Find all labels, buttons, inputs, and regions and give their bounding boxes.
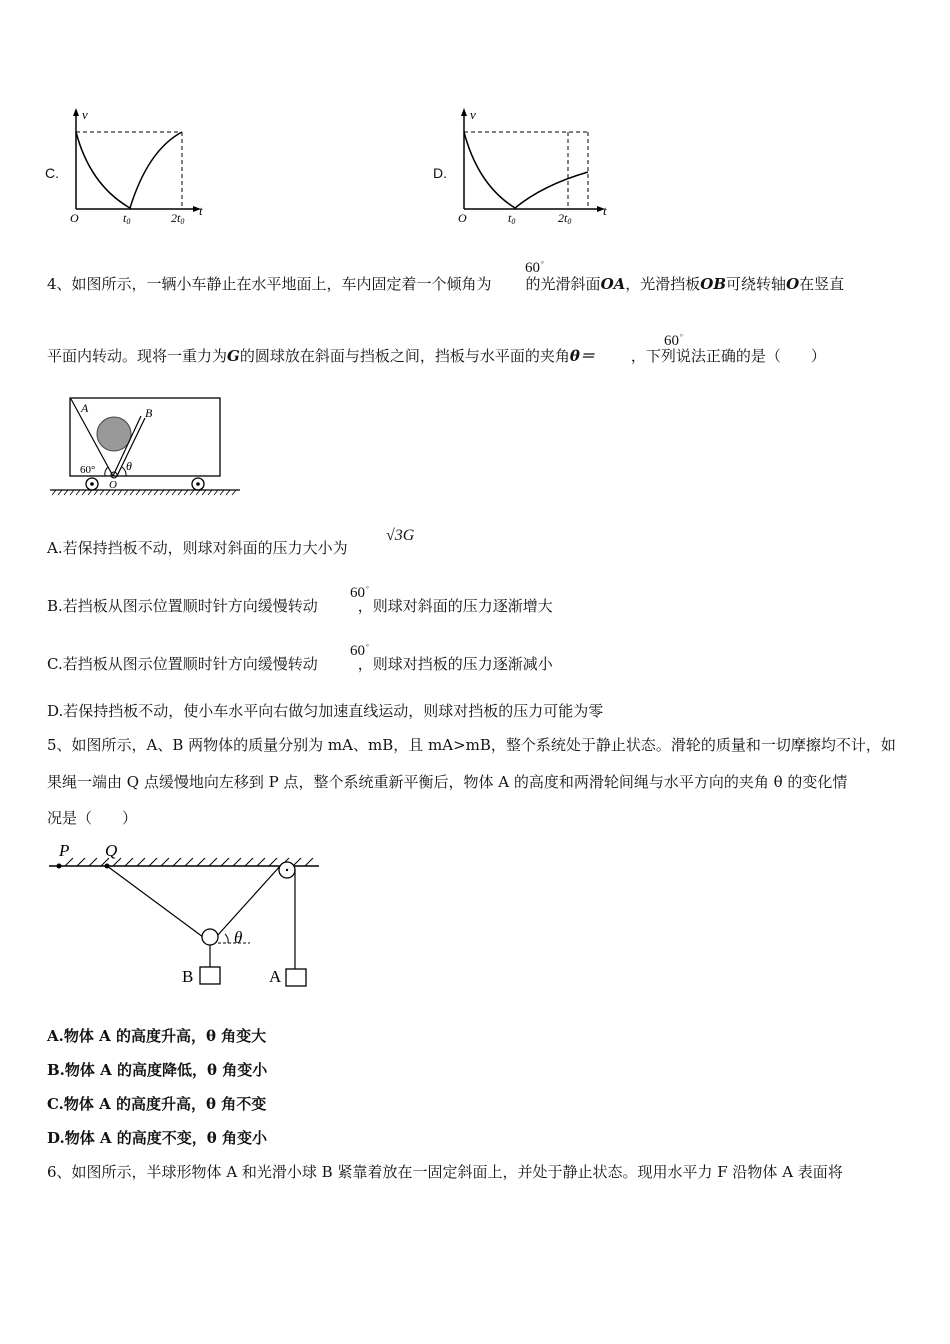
angle-60-arc (105, 467, 108, 476)
q4-option-d: D.若保持挡板不动，使小车水平向右做匀加速直线运动，则球对挡板的压力可能为零 (47, 702, 604, 720)
graph-c (60, 105, 210, 225)
q5-line-2: 果绳一端由 Q 点缓慢地向左移到 P 点，整个系统重新平衡后，物体 A 的高度和两滑轮间绳与水平方向的夹角 θ 的变化情 (47, 773, 848, 791)
rope-middle (217, 865, 281, 936)
label-theta: θ (126, 459, 132, 473)
q5-pulley-figure (45, 838, 325, 993)
q5-option-b: B.物体 A 的高度降低，θ 角变小 (47, 1061, 268, 1079)
label-a: A (269, 967, 282, 986)
label-o: O (109, 479, 117, 491)
graph-c-t0: t0 (123, 211, 131, 225)
label-theta: θ (234, 928, 243, 947)
graph-d (448, 105, 618, 225)
label-p: P (59, 841, 70, 860)
wheel-left-hub (90, 482, 94, 486)
graph-d-v-label: v (470, 107, 476, 122)
graph-d-t0: t0 (508, 211, 516, 225)
q4-option-a: A.若保持挡板不动，则球对斜面的压力大小为 (47, 539, 348, 557)
label-angle-60: 60° (80, 464, 96, 476)
block-a (286, 969, 306, 986)
q4-line-2: 平面内转动。现将一重力为G的圆球放在斜面与挡板之间，挡板与水平面的夹角θ＝ ，下列说法正确的是（ ） (47, 347, 826, 365)
q4-option-a-value: √3G (386, 527, 415, 544)
block-b (200, 967, 220, 984)
graph-d-origin: O (458, 211, 467, 225)
q6-line-1: 6、如图所示，半球形物体 A 和光滑小球 B 紧靠着放在一固定斜面上，并处于静止状态。现用水平力 F 沿物体 A 表面将 (47, 1163, 843, 1181)
q4-option-b-angle: 60° (350, 585, 369, 601)
point-p (57, 864, 62, 869)
q5-line-3: 况是（ ） (47, 809, 138, 827)
graph-c-curve (76, 132, 182, 208)
q5-option-a: A.物体 A 的高度升高，θ 角变大 (47, 1027, 267, 1045)
option-d-label: D. (433, 165, 447, 181)
label-q: Q (105, 841, 118, 860)
label-b: B (145, 406, 153, 420)
q4-angle-1: 60° (525, 260, 544, 276)
option-c-label: C. (45, 165, 59, 181)
q4-angle-2: 60° (664, 333, 683, 349)
wheel-right-hub (196, 482, 200, 486)
q4-option-c-angle: 60° (350, 643, 369, 659)
graph-d-2t0: 2t0 (558, 211, 572, 225)
graph-d-curve (464, 132, 588, 208)
ball (97, 417, 131, 451)
ceiling-hatch (65, 858, 313, 866)
ground-hatch (52, 490, 236, 495)
graph-c-origin: O (70, 211, 79, 225)
graph-d-y-arrow (461, 108, 467, 116)
graph-c-2t0: 2t0 (171, 211, 185, 225)
label-b: B (182, 967, 194, 986)
q4-option-c: C.若挡板从图示位置顺时针方向缓慢转动 ，则球对挡板的压力逐渐减小 (47, 655, 553, 673)
rope-q (107, 866, 203, 937)
graph-c-t-label: t (199, 203, 203, 218)
q4-line-1: 4、如图所示，一辆小车静止在水平地面上，车内固定着一个倾角为 的光滑斜面OA，光滑挡板OB可绕转轴O在竖直 (47, 275, 845, 293)
q4-option-b: B.若挡板从图示位置顺时针方向缓慢转动 ，则球对斜面的压力逐渐增大 (47, 597, 553, 615)
q5-option-c: C.物体 A 的高度升高，θ 角不变 (47, 1095, 267, 1113)
moving-pulley (202, 929, 218, 945)
graph-c-y-arrow (73, 108, 79, 116)
q5-option-d: D.物体 A 的高度不变，θ 角变小 (47, 1129, 268, 1147)
q5-line-1: 5、如图所示，A、B 两物体的质量分别为 mA、mB，且 mA>mB，整个系统处于静止状态。滑轮的质量和一切摩擦均不计，如 (47, 736, 896, 754)
q4-cart-figure (48, 392, 248, 500)
graph-d-t-label: t (603, 203, 607, 218)
label-a: A (81, 401, 89, 415)
theta-arc (225, 934, 228, 943)
graph-c-v-label: v (82, 107, 88, 122)
fixed-pulley-axle (286, 869, 288, 871)
